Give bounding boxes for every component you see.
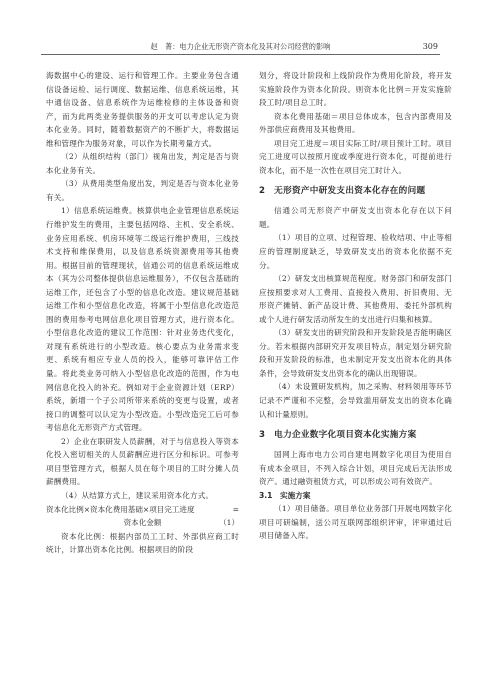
paragraph: 资本化费用基础＝项目总体成本，包含内部费用及外部供应商费用及其他费用。 <box>259 111 452 135</box>
section-heading-2: 2 无形资产中研发支出资本化存在的问题 <box>259 186 426 197</box>
paragraph: （4）未设置研发机构，加之采购、材料领用等环节记录不严谨和不完整，会导致滥用研发支出的资本化确认和计量原则。 <box>259 382 452 419</box>
equation-lhs: 资本化比例×资本化费用基础×项目完工进度 <box>46 504 195 514</box>
equation-1 <box>46 503 239 530</box>
paragraph: 资本化比例：根据内部员工工时、外部供应商工时统计，计算出资本化比例。根据项目的阶段 <box>46 531 239 555</box>
running-header <box>41 42 440 56</box>
equation-number: （1） <box>219 518 239 528</box>
paragraph: （3）从费用类型角度出发，判定是否与资本化业务有关。 <box>46 179 239 202</box>
paragraph: （4）从结算方式上，建议采用资本化方式。 <box>61 490 214 500</box>
paragraph: 项目完工进度＝项目实际工时/项目预计工时。项目完工进度可以按照月度或季度进行资本化，可提前进行资本化，而不是一次性在项目完工时计入。 <box>259 138 452 175</box>
equation-equals: = <box>232 504 239 514</box>
right-column <box>259 69 452 543</box>
paragraph: 信通公司无形资产中研发支出资本化存在以下问题。 <box>259 206 452 229</box>
running-header-title: 赵 菁：电力企业无形资产资本化及其对公司经营的影响 <box>150 42 331 51</box>
paragraph: 国网上海市电力公司自建电网数字化项目为使用自有成本金项目，不列入综合计划，项目完成后无法形成资产。通过融资租赁方式，可以形成公司有效资产。 <box>259 450 452 487</box>
subsection-heading-3-1: 3.1 实施方案 <box>259 490 311 500</box>
paragraph: （1）项目储备。项目单位业务部门开展电网数字化项目可研编制，送公司互联网部组织评审，评审通过后项目储备入库。 <box>259 504 452 541</box>
paragraph: 海数据中心的建设、运行和管理工作。主要业务包含通信设备运检、运行调度、数据运维、信息系统运维，其中通信设备、信息系统作为运维检修的主体设备和资产，而为此两类业务提供服务的开支可以考虑认定为资本化业务。同时，随着数据资产的不断扩大，将数据运维和管理作为服务对象，可以作为长期考量方式。 <box>46 71 239 148</box>
equation-rhs: 资本化金额 <box>123 518 162 528</box>
paragraph: 2）企业在职研发人员薪酬，对于与信息投入等资本化投入密切相关的人员薪酬应进行区分和标识。可参考项目型管理方式，根据人员在每个项目的工时分摊人员薪酬费用。 <box>46 436 239 487</box>
paragraph: （2）研发支出核算规范程度。财务部门和研发部门应按照要求对人工费用、直接投入费用、折旧费用、无形资产摊销、新产品设计费、其他费用、委托外部机构或个人进行研发活动所发生的支出进行归集和核算。 <box>259 274 452 324</box>
paragraph: （3）研发支出的研究阶段和开发阶段是否能明确区分。若未根据内部研究开发项目特点，制定划分研究阶段和开发阶段的标准，也未制定开发支出资本化的具体条件，会导致研发支出资本化的确认出现错误。 <box>259 328 452 378</box>
paragraph: （2）从组织结构（部门）视角出发，判定是否与资本化业务有关。 <box>46 152 239 175</box>
section-heading-3: 3 电力企业数字化项目资本化实施方案 <box>259 430 417 441</box>
paragraph: 划分，将设计阶段和上线阶段作为费用化阶段，将开发实施阶段作为资本化阶段。则资本化比例＝开发实施阶段工时/项目总工时。 <box>259 71 452 108</box>
paragraph: （1）项目的立项、过程管理、验收结项、中止等相应的管理制度缺乏，导致研发支出的资本化依据不充分。 <box>259 233 452 270</box>
left-column <box>46 69 239 557</box>
paragraph: 1）信息系统运维费。核算供电企业管理信息系统运行维护发生的费用，主要包括网络、主机、安全系统、业务应用系统、机房环境等二级运行维护费用，三线技术支持和维保费用，以及信息系统资源费用等其他费用。根据目前的管理现状，信通公司的信息系统运维成本（其为公司整体提供信息运维服务），不仅包含基础的运维工作，还包含了小型的信息化改造。建议规范基础运维工作和小型信息化改造，将属于小型信息化改造范围的费用参考电网信息化项目管理方式，进行资本化。小型信息化改造的建议工作范围：针对业务迭代变化，对现有系统进行的小型改造。核心要点为业务需求变更、系统有相应专业人员的投入，能够可靠评估工作量。将此类业务可纳入小型信息化改造的范围，作为电网信息化投入的补充。例如对于企业资源计划（ERP）系统，新增一个子公司所带来系统的变更与设置，或者接口的调整可以认定为小型改造。小型改造完工后可参考信息化无形资产方式管理。 <box>46 206 239 433</box>
header-rule <box>41 54 440 55</box>
page-number: 309 <box>422 42 438 51</box>
